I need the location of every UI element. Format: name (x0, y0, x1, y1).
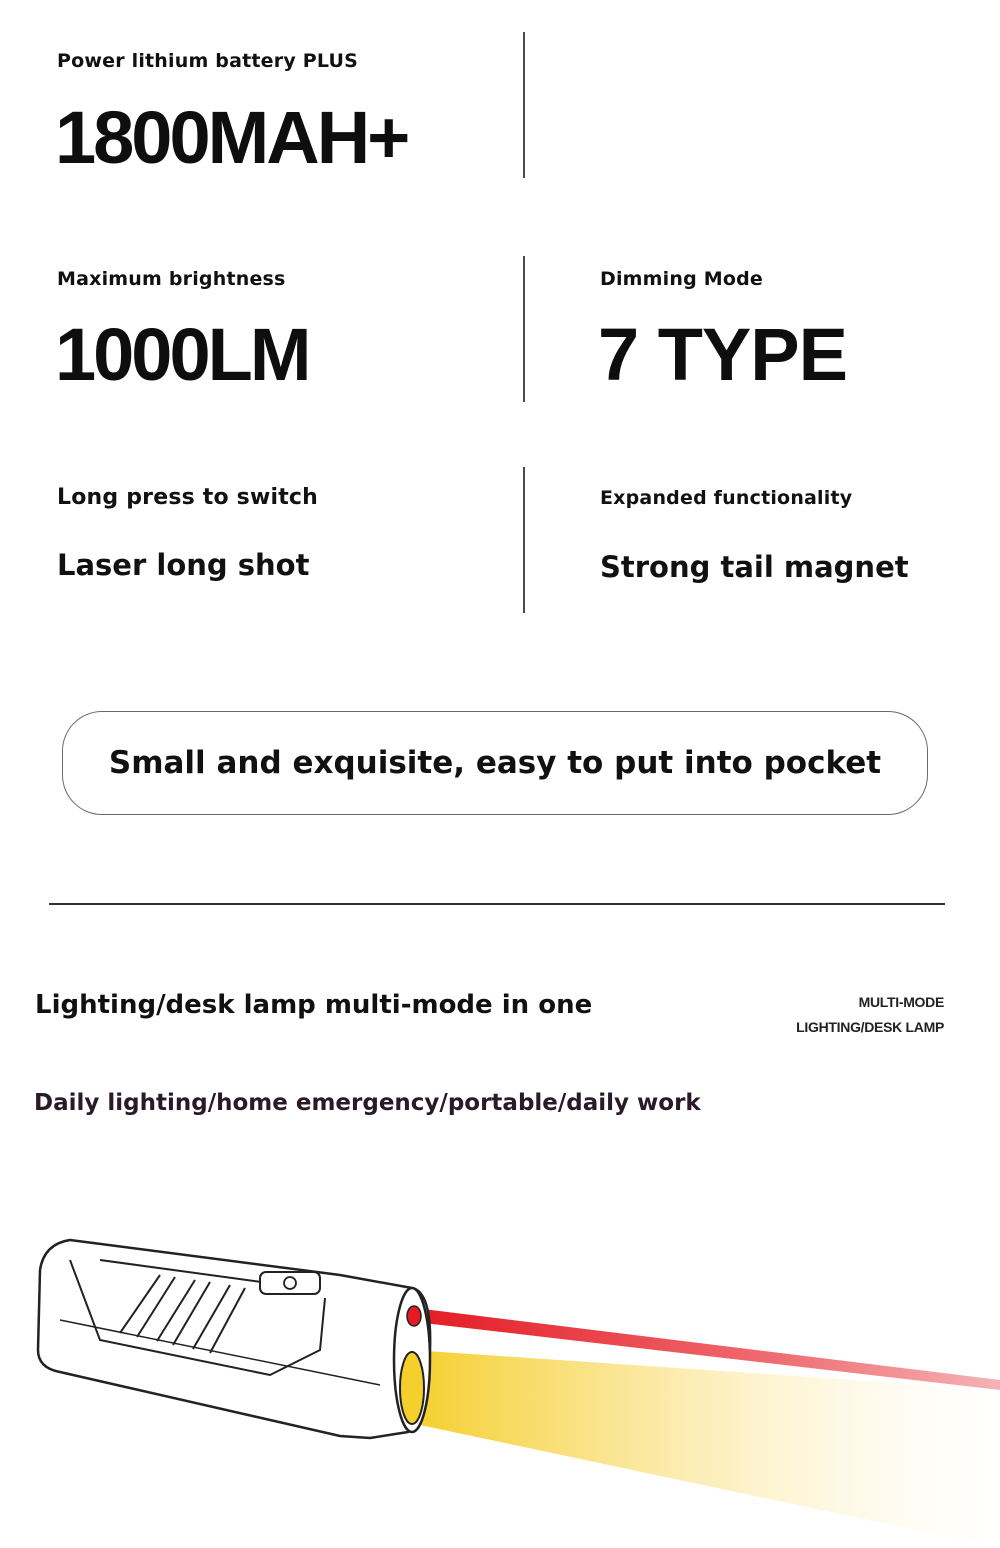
divider (523, 32, 525, 178)
brightness-label: Maximum brightness (57, 268, 286, 290)
section-title: Lighting/desk lamp multi-mode in one (35, 990, 593, 1020)
expanded-value: Strong tail magnet (600, 550, 909, 584)
dimming-label: Dimming Mode (600, 268, 763, 290)
section-tag-line2: LIGHTING/DESK LAMP (796, 1019, 944, 1035)
dimming-value: 7 TYPE (598, 313, 847, 396)
section-divider (49, 903, 945, 905)
section-tag-line1: MULTI-MODE (858, 994, 944, 1010)
brightness-value: 1000LM (55, 313, 309, 396)
divider (523, 467, 525, 613)
switch-label: Long press to switch (57, 485, 319, 510)
switch-value: Laser long shot (57, 548, 310, 582)
battery-value: 1800MAH+ (55, 96, 408, 179)
section-tag (796, 990, 944, 1040)
section-subtitle: Daily lighting/home emergency/portable/daily work (34, 1090, 701, 1116)
flashlight-body (38, 1240, 430, 1438)
expanded-label: Expanded functionality (600, 487, 853, 509)
feature-pill (62, 711, 928, 815)
flashlight-icon (0, 1200, 1000, 1548)
divider (523, 256, 525, 402)
pill-text: Small and exquisite, easy to put into pocket (108, 745, 882, 781)
battery-label: Power lithium battery PLUS (57, 50, 358, 72)
